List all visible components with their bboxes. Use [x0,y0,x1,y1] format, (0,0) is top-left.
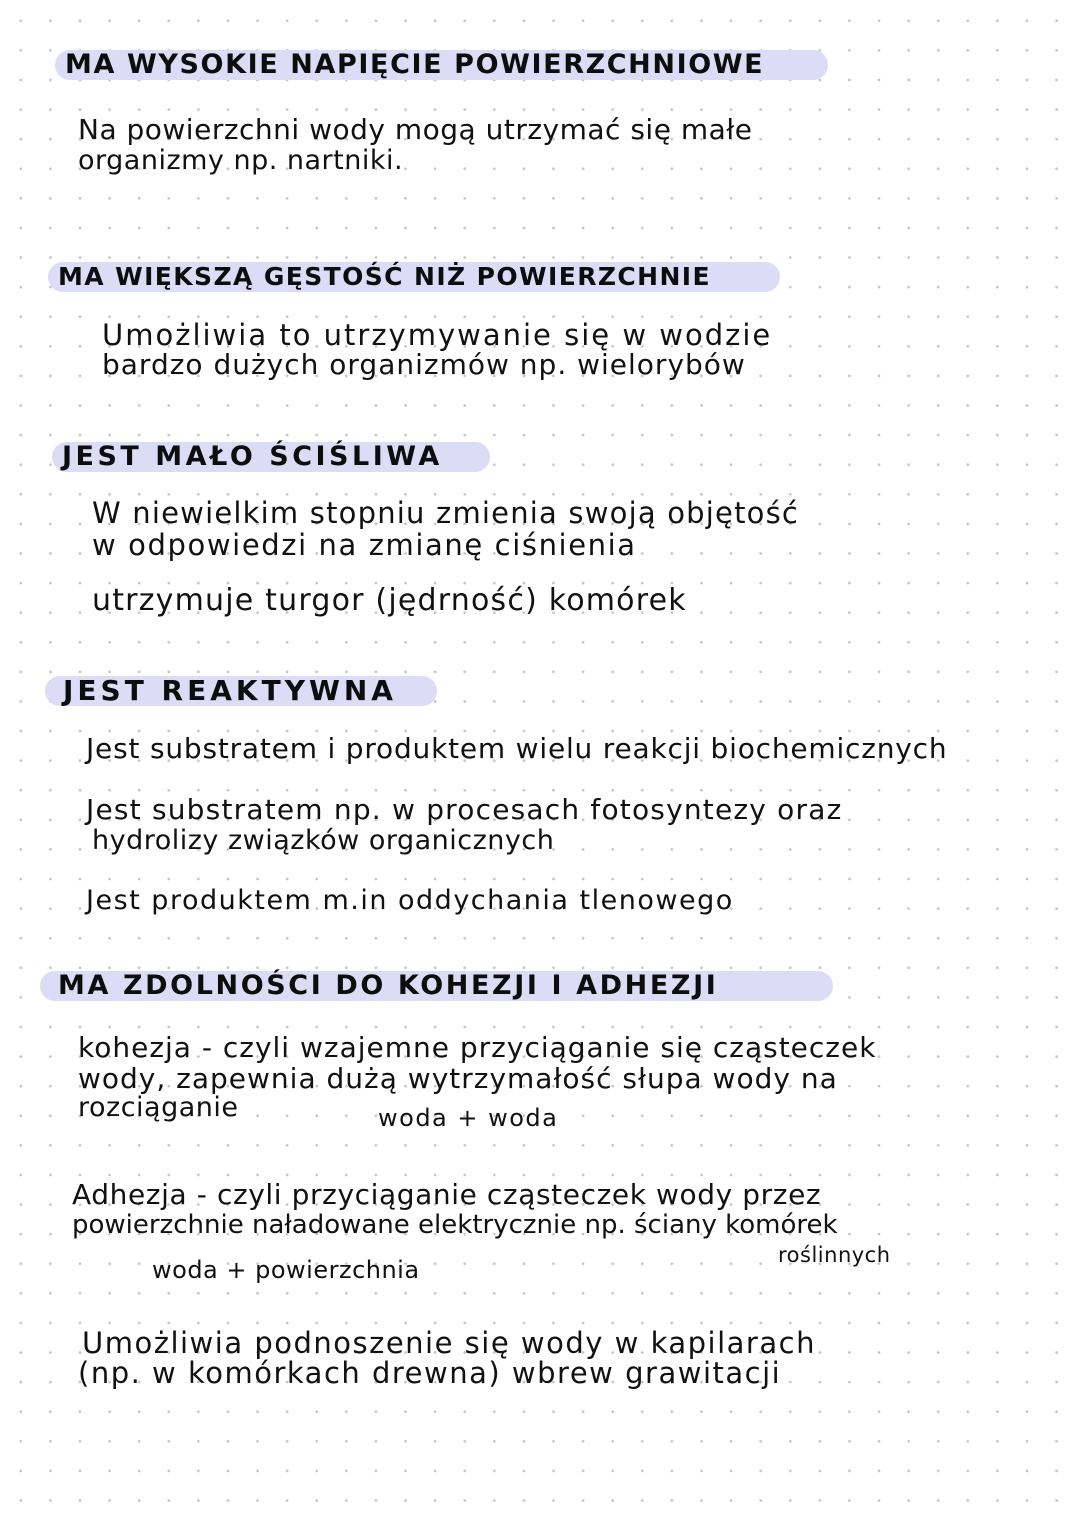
note-line: Na powierzchni wody mogą utrzymać się małe [78,113,753,146]
heading-text: JEST REAKTYWNA [63,674,397,707]
note-line: kohezja - czyli wzajemne przyciąganie się cząsteczek [78,1031,877,1064]
note-line: Jest substratem np. w procesach fotosyntezy oraz [86,793,843,826]
section-4-heading [45,676,437,706]
heading-text: JEST MAŁO ŚCIŚLIWA [62,441,443,472]
heading-text: MA ZDOLNOŚCI DO KOHEZJI I ADHEZJI [58,970,719,1001]
note-line: (np. w komórkach drewna) wbrew grawitacji [78,1356,782,1390]
note-line: utrzymuje turgor (jędrność) komórek [92,583,687,618]
note-line: wody, zapewnia dużą wytrzymałość słupa wody na [78,1062,838,1095]
note-line: hydrolizy związków organicznych [92,825,555,856]
note-line: W niewielkim stopniu zmienia swoją objętość [92,496,800,530]
note-line: Jest substratem i produktem wielu reakcji biochemicznych [86,732,948,765]
section-3-heading [52,442,490,472]
note-line: Umożliwia to utrzymywanie się w wodzie [102,318,773,352]
note-annotation: roślinnych [778,1243,891,1267]
note-line: powierzchnie naładowane elektrycznie np. ściany komórek [72,1210,838,1240]
heading-text: MA WIĘKSZĄ GĘSTOŚĆ NIŻ POWIERZCHNIE [58,262,711,291]
heading-text: MA WYSOKIE NAPIĘCIE POWIERZCHNIOWE [65,49,765,80]
section-2-heading [48,262,780,292]
note-annotation: woda + woda [378,1104,559,1132]
note-line: Umożliwia podnoszenie się wody w kapilarach [82,1326,816,1360]
section-1-heading [55,50,828,80]
note-line: w odpowiedzi na zmianę ciśnienia [92,528,637,562]
note-line: Jest produktem m.in oddychania tlenowego [86,885,734,916]
note-line: rozciąganie [78,1092,239,1123]
note-annotation: woda + powierzchnia [152,1256,420,1284]
section-5-heading [40,971,833,1001]
note-line: bardzo dużych organizmów np. wielorybów [102,348,746,381]
note-line: organizmy np. nartniki. [78,145,404,176]
note-line: Adhezja - czyli przyciąganie cząsteczek wody przez [72,1178,822,1211]
